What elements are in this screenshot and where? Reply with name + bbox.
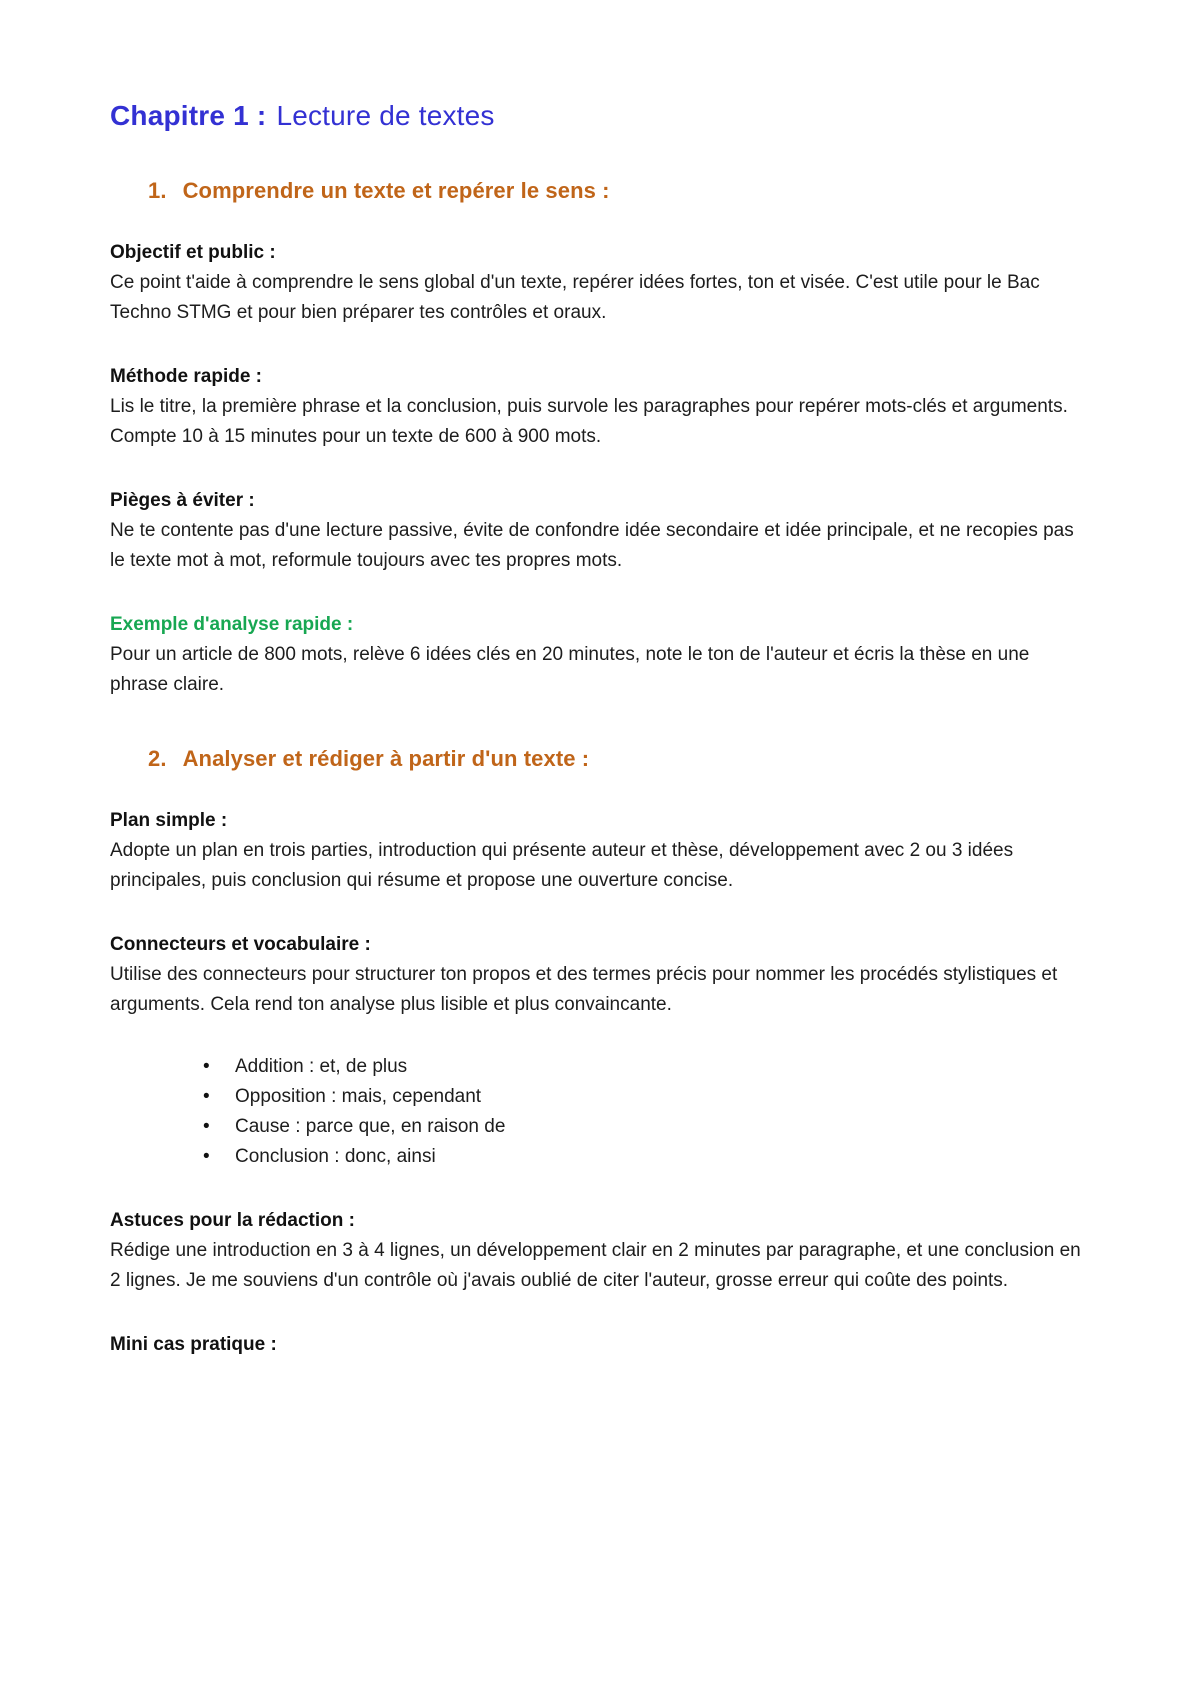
block-connecteurs-vocabulaire [110, 930, 1090, 1020]
block-text: Lis le titre, la première phrase et la conclusion, puis survole les paragraphes pour repérer mots-clés et arguments. Compte 10 à 15 minutes pour un texte de 600 à 900 mots. [110, 396, 1068, 447]
list-item-addition: • Addition : et, de plus [203, 1052, 1090, 1082]
block-objectif-et-public [110, 238, 1090, 328]
block-pieges-a-eviter [110, 486, 1090, 576]
section-1-title: Comprendre un texte et repérer le sens : [182, 178, 610, 203]
page-title [110, 100, 1090, 132]
block-label: Méthode rapide : [110, 366, 263, 387]
connectors-list [110, 1052, 1090, 1172]
section-1-heading [110, 178, 1090, 204]
section-1-number: 1. [148, 178, 167, 203]
list-item-conclusion: • Conclusion : donc, ainsi [203, 1142, 1090, 1172]
block-astuces-redaction [110, 1206, 1090, 1296]
block-label: Mini cas pratique : [110, 1334, 277, 1355]
block-label: Objectif et public : [110, 242, 276, 263]
section-2-number: 2. [148, 746, 167, 771]
block-text: Ce point t'aide à comprendre le sens global d'un texte, repérer idées fortes, ton et visée. C'est utile pour le Bac Techno STMG et pour bien préparer tes contrôles et oraux. [110, 272, 1040, 323]
section-2-heading [110, 746, 1090, 772]
block-label: Astuces pour la rédaction : [110, 1210, 355, 1231]
block-label-green: Exemple d'analyse rapide : [110, 614, 354, 635]
block-mini-cas-pratique [110, 1330, 1090, 1360]
list-item-opposition: • Opposition : mais, cependant [203, 1082, 1090, 1112]
block-label: Plan simple : [110, 810, 228, 831]
block-label: Connecteurs et vocabulaire : [110, 934, 371, 955]
list-item-cause: • Cause : parce que, en raison de [203, 1112, 1090, 1142]
block-methode-rapide [110, 362, 1090, 452]
chapter-name: Lecture de textes [276, 100, 495, 131]
block-text: Ne te contente pas d'une lecture passive, évite de confondre idée secondaire et idée principale, et ne recopies pas le texte mot à mot, reformule toujours avec tes propres mots. [110, 520, 1074, 571]
block-exemple-analyse-rapide [110, 610, 1090, 700]
block-plan-simple [110, 806, 1090, 896]
block-text: Rédige une introduction en 3 à 4 lignes, un développement clair en 2 minutes par paragraphe, et une conclusion en 2 lignes. Je me souviens d'un contrôle où j'avais oublié de citer l'auteur, grosse erreur qui coûte des points. [110, 1240, 1081, 1291]
block-label: Pièges à éviter : [110, 490, 255, 511]
block-text: Adopte un plan en trois parties, introduction qui présente auteur et thèse, développement avec 2 ou 3 idées principales, puis conclusion qui résume et propose une ouverture concise. [110, 840, 1014, 891]
block-text: Utilise des connecteurs pour structurer ton propos et des termes précis pour nommer les procédés stylistiques et arguments. Cela rend ton analyse plus lisible et plus convaincante. [110, 964, 1058, 1015]
section-2-title: Analyser et rédiger à partir d'un texte : [182, 746, 590, 771]
block-text: Pour un article de 800 mots, relève 6 idées clés en 20 minutes, note le ton de l'auteur et écris la thèse en une phrase claire. [110, 644, 1030, 695]
chapter-number-label: Chapitre 1 : [110, 100, 267, 131]
